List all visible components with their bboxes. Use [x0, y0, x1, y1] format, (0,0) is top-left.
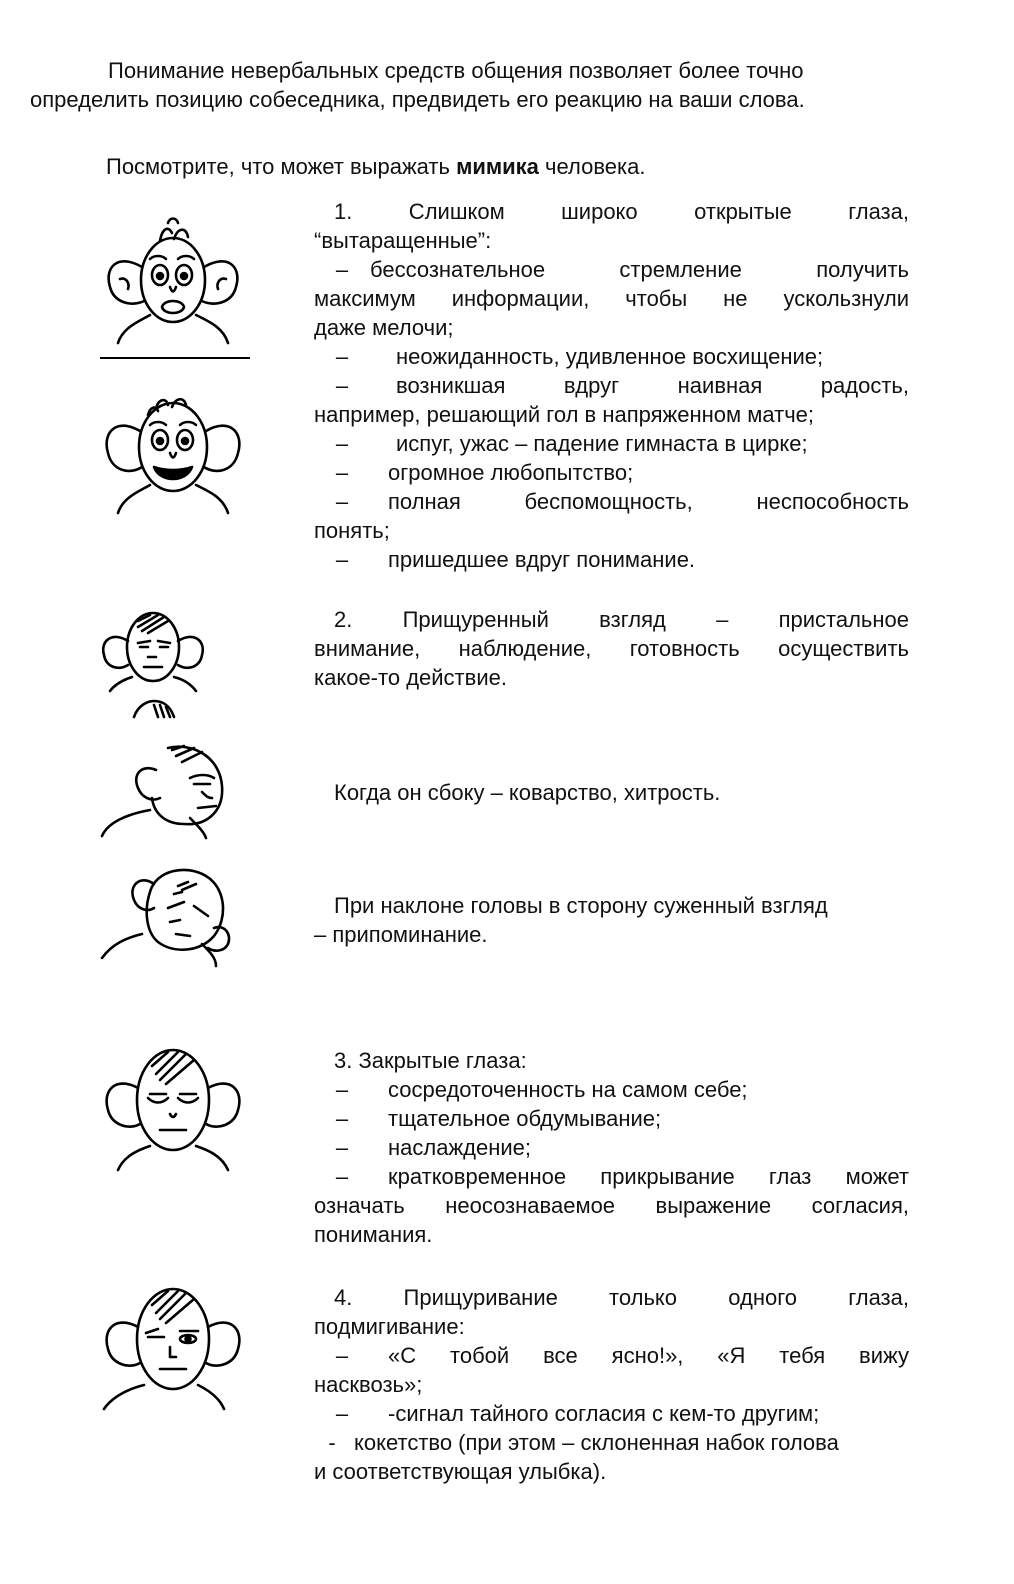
section-1-heading: 1. Слишком широко открытые глаза,: [334, 199, 909, 224]
list-item-text: огромное любопытство;: [388, 460, 634, 485]
list-item: [314, 255, 909, 342]
side-glance-text: Когда он сбоку – коварство, хитрость.: [334, 780, 721, 805]
head-tilt-line-1: При наклоне головы в сторону суженный взгляд: [334, 893, 828, 918]
dash: –: [335, 431, 349, 456]
section-4-heading: 4. Прищуривание только одного глаза,: [334, 1285, 909, 1310]
intro-line-1: Понимание невербальных средств общения позволяет более точно: [108, 58, 804, 83]
dash: –: [335, 344, 349, 369]
intro-line-2: определить позицию собеседника, предвидеть его реакцию на ваши слова.: [30, 87, 805, 112]
list-item-text: неожиданность, удивленное восхищение;: [396, 344, 824, 369]
list-item-text: пришедшее вдруг понимание.: [388, 547, 696, 572]
section-2-line-3: какое-то действие.: [314, 665, 507, 690]
section-4-text: [314, 1283, 909, 1486]
prompt-text-before: Посмотрите, что может выражать: [106, 154, 457, 179]
side-glance-face-illustration: [98, 740, 238, 840]
list-item-text: возникшая вдруг наивная радость,: [396, 373, 909, 398]
list-item-text: кратковременное прикрывание глаз может: [388, 1164, 909, 1189]
list-item: [314, 1104, 909, 1133]
list-item: [314, 1162, 909, 1249]
section-4-heading-cont: подмигивание:: [314, 1314, 465, 1339]
dash: –: [335, 1401, 349, 1426]
list-item: [314, 1341, 909, 1399]
list-item-text: понимания.: [314, 1222, 433, 1247]
list-item-text: «С тобой все ясно!», «Я тебя вижу: [388, 1343, 909, 1368]
list-item-text: тщательное обдумывание;: [388, 1106, 662, 1131]
mimicry-prompt: [106, 152, 645, 181]
section-2-line-1: 2. Прищуренный взгляд – пристальное: [334, 607, 909, 632]
dash: –: [335, 1077, 349, 1102]
list-item: [314, 429, 909, 458]
list-item-text: сосредоточенность на самом себе;: [388, 1077, 748, 1102]
list-item-text: бессознательное стремление получить: [370, 257, 909, 282]
list-item-text: наслаждение;: [388, 1135, 532, 1160]
tilted-head-face-illustration: [98, 862, 238, 967]
dash: –: [335, 1343, 349, 1368]
joyful-wide-eyed-face-illustration: [98, 385, 248, 515]
list-item: [314, 342, 909, 371]
list-item-text: насквозь»;: [314, 1372, 423, 1397]
list-item-text: -сигнал тайного согласия с кем-то другим;: [388, 1401, 820, 1426]
list-item-text: например, решающий гол в напряженном матче;: [314, 402, 815, 427]
head-tilt-text: [314, 891, 909, 949]
list-item-text: кокетство (при этом – склоненная набок голова: [354, 1430, 839, 1455]
list-item-text: испуг, ужас – падение гимнаста в цирке;: [396, 431, 808, 456]
dash: –: [335, 460, 349, 485]
dash: –: [335, 257, 349, 282]
head-tilt-line-2: – припоминание.: [314, 922, 488, 947]
list-item: [314, 1428, 909, 1486]
section-2-line-2: внимание, наблюдение, готовность осуществить: [314, 636, 909, 661]
list-item: [314, 545, 909, 574]
section-1-heading-cont: “вытаращенные”:: [314, 228, 492, 253]
section-1-text: [314, 197, 909, 574]
dash: –: [335, 1106, 349, 1131]
wide-eyed-face-illustration: [98, 215, 248, 345]
list-item-text: полная беспомощность, неспособность: [388, 489, 909, 514]
list-item-text: и соответствующая улыбка).: [314, 1459, 607, 1484]
list-item-text: означать неосознаваемое выражение согласия,: [314, 1193, 909, 1218]
list-item: [314, 1399, 909, 1428]
section-2-text: [314, 605, 909, 692]
divider-line: [100, 357, 250, 359]
section-3-text: [314, 1046, 909, 1249]
list-item: [314, 371, 909, 429]
prompt-keyword: мимика: [456, 154, 539, 179]
intro-paragraph: [30, 56, 910, 114]
list-item: [314, 487, 909, 545]
dash: –: [335, 373, 349, 398]
dash: –: [335, 1164, 349, 1189]
list-item-text: даже мелочи;: [314, 315, 454, 340]
squinting-face-illustration: [98, 605, 208, 720]
list-item-text: понять;: [314, 518, 390, 543]
list-item-text: максимум информации, чтобы не ускользнули: [314, 286, 909, 311]
dash: –: [335, 1135, 349, 1160]
prompt-text-after: человека.: [538, 154, 646, 179]
dash: -: [328, 1430, 336, 1455]
dash: –: [335, 547, 349, 572]
list-item: [314, 1075, 909, 1104]
winking-face-illustration: [98, 1277, 248, 1412]
closed-eyes-face-illustration: [98, 1038, 248, 1173]
section-3-heading: 3. Закрытые глаза:: [334, 1048, 527, 1073]
list-item: [314, 1133, 909, 1162]
list-item: [314, 458, 909, 487]
dash: –: [335, 489, 349, 514]
